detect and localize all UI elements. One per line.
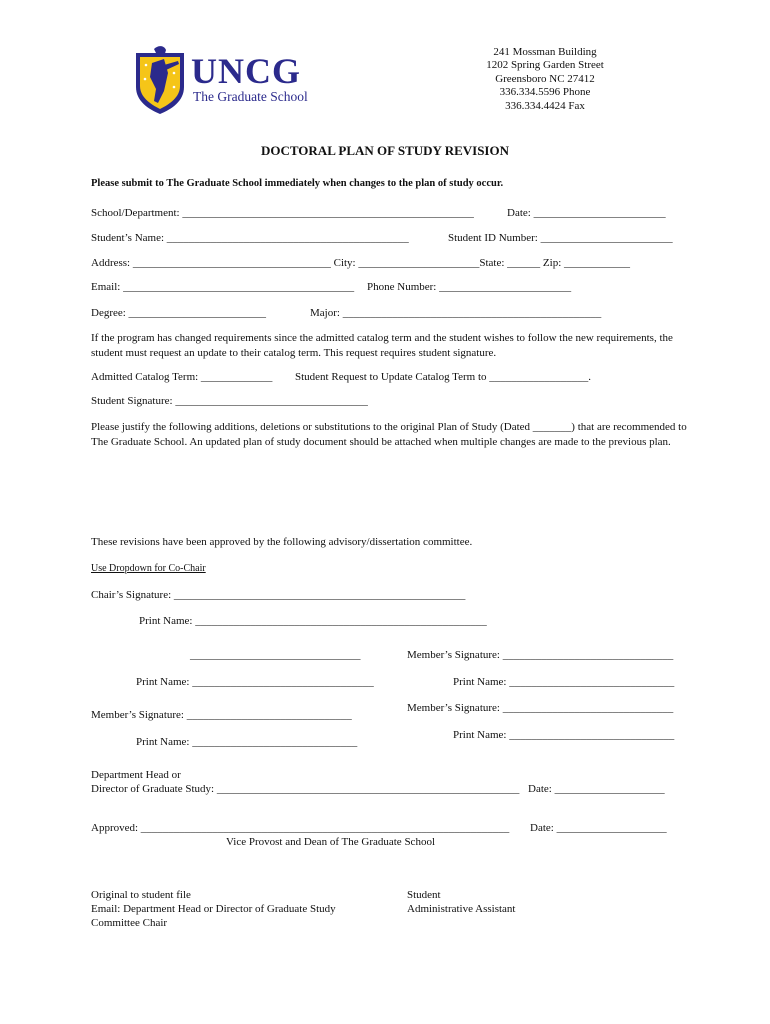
spartan-shield-icon <box>134 43 186 115</box>
address-field[interactable]: Address: ____________________________________ City: ______________________State: ______ Zip: ____________ <box>91 257 630 269</box>
justify-paragraph: Please justify the following additions, deletions or substitutions to the original Plan of Study (Dated _______) that are recommended to The Graduate School. An updated plan of study document should be attached when multiple changes are made to the previous plan. <box>91 421 687 448</box>
degree-field[interactable]: Degree: _________________________ <box>91 307 267 319</box>
student-id-field[interactable]: Student ID Number: ________________________ <box>448 232 673 244</box>
distribution-left <box>91 888 336 930</box>
member-signature-field[interactable]: Member’s Signature: ______________________________ <box>91 709 352 721</box>
chair-print-name-field[interactable]: Print Name: _____________________________________________________ <box>139 615 487 627</box>
director-signature-field[interactable]: Director of Graduate Study: _______________________________________________________ <box>91 783 520 795</box>
phone-number-field[interactable]: Phone Number: ________________________ <box>367 281 572 293</box>
chair-signature-field[interactable]: Chair’s Signature: _____________________________________________________ <box>91 589 466 601</box>
distribution-right <box>407 888 515 916</box>
approved-date-field[interactable]: Date: ____________________ <box>530 822 667 834</box>
blank-signature-line[interactable]: _______________________________ <box>190 649 361 661</box>
approved-statement: These revisions have been approved by the following advisory/dissertation committee. <box>91 536 473 548</box>
logo-subtitle: The Graduate School <box>193 89 308 104</box>
student-signature-field[interactable]: Student Signature: ___________________________________ <box>91 395 368 407</box>
director-date-field[interactable]: Date: ____________________ <box>528 783 665 795</box>
approver-title: Vice Provost and Dean of The Graduate School <box>226 836 435 848</box>
distribution-item: Committee Chair <box>91 917 168 929</box>
print-name-field[interactable]: Print Name: ______________________________ <box>453 729 675 741</box>
member-signature-field[interactable]: Member’s Signature: _______________________________ <box>407 649 674 661</box>
distribution-item: Email: Department Head or Director of Graduate Study <box>91 903 336 915</box>
print-name-field[interactable]: Print Name: ______________________________ <box>136 736 358 748</box>
distribution-item: Original to student file <box>91 889 191 901</box>
distribution-item: Student <box>407 889 441 901</box>
catalog-term-paragraph: If the program has changed requirements since the admitted catalog term and the student wishes to follow the new requirements, the student must request an update to their catalog term. This request requires student signature. <box>91 332 673 359</box>
email-field[interactable]: Email: __________________________________________ <box>91 281 355 293</box>
uncg-logo <box>134 43 324 115</box>
department-head-label: Department Head or <box>91 769 181 781</box>
address-line: Greensboro NC 27412 <box>495 72 595 85</box>
co-chair-dropdown-link[interactable]: Use Dropdown for Co-Chair <box>91 563 206 574</box>
address-line: 1202 Spring Garden Street <box>486 59 604 72</box>
print-name-field[interactable]: Print Name: _________________________________ <box>136 676 374 688</box>
admitted-catalog-term-field[interactable]: Admitted Catalog Term: _____________ <box>91 371 273 383</box>
address-line: 241 Mossman Building <box>493 46 597 58</box>
fax-line: 336.334.4424 Fax <box>505 99 585 112</box>
member-signature-field[interactable]: Member’s Signature: _______________________________ <box>407 702 674 714</box>
student-name-field[interactable]: Student’s Name: ____________________________________________ <box>91 232 409 244</box>
page-title: DOCTORAL PLAN OF STUDY REVISION <box>260 143 509 158</box>
school-department-field[interactable]: School/Department: _____________________________________________________ <box>91 207 474 219</box>
update-catalog-term-field[interactable]: Student Request to Update Catalog Term to __________________. <box>295 371 591 383</box>
phone-line: 336.334.5596 Phone <box>499 86 591 99</box>
submit-instruction: Please submit to The Graduate School immediately when changes to the plan of study occur. <box>91 178 504 189</box>
major-field[interactable]: Major: _______________________________________________ <box>310 307 602 319</box>
distribution-item: Administrative Assistant <box>407 903 516 915</box>
approved-signature-field[interactable]: Approved: ___________________________________________________________________ <box>91 822 510 834</box>
logo-wordmark: UNCG <box>191 51 301 91</box>
print-name-field[interactable]: Print Name: ______________________________ <box>453 676 675 688</box>
address-block <box>470 46 620 113</box>
date-field[interactable]: Date: ________________________ <box>507 207 666 219</box>
